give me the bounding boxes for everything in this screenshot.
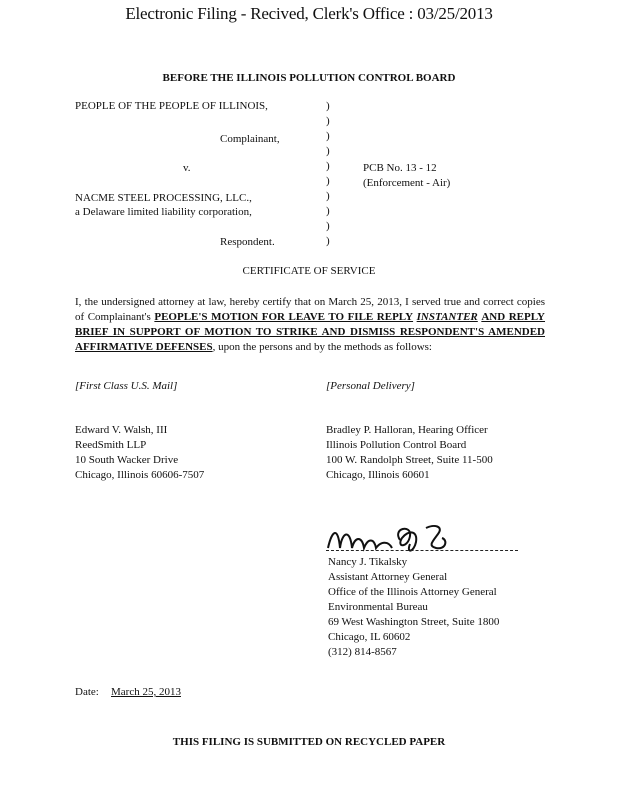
defendant-name: NACME STEEL PROCESSING, LLC., (75, 192, 252, 204)
date-label: Date: (75, 686, 99, 698)
certificate-heading: CERTIFICATE OF SERVICE (242, 265, 376, 277)
right-address-line: Chicago, Illinois 60601 (326, 469, 430, 481)
signature-street: 69 West Washington Street, Suite 1800 (328, 616, 500, 628)
signature-office: Office of the Illinois Attorney General (328, 586, 497, 598)
caption-paren: ) (326, 115, 330, 127)
caption-paren: ) (326, 160, 330, 172)
complainant-label: Complainant, (220, 133, 280, 145)
caption-paren: ) (326, 220, 330, 232)
caption-paren: ) (326, 235, 330, 247)
caption-paren: ) (326, 190, 330, 202)
left-service-method: [First Class U.S. Mail] (75, 380, 178, 392)
caption-paren: ) (326, 100, 330, 112)
motion-title-part2: AND REPLY BRIEF IN SUPPORT OF MOTION TO STRIKE AND DISMISS RESPONDENT'S AMENDED AFFIRMATIVE DEFENSES (75, 311, 546, 353)
case-type: (Enforcement - Air) (363, 177, 451, 189)
right-address-line: Bradley P. Halloran, Hearing Officer (326, 424, 488, 436)
filing-stamp: Electronic Filing - Recived, Clerk's Office : 03/25/2013 (125, 4, 493, 23)
versus-label: v. (183, 162, 191, 174)
right-address-line: 100 W. Randolph Street, Suite 11-500 (326, 454, 493, 466)
caption-paren: ) (326, 130, 330, 142)
recycled-paper-notice: THIS FILING IS SUBMITTED ON RECYCLED PAPER (172, 736, 446, 748)
signature-phone: (312) 814-8567 (328, 646, 397, 658)
caption-paren: ) (326, 175, 330, 187)
left-address-line: Chicago, Illinois 60606-7507 (75, 469, 205, 481)
pcb-number: PCB No. 13 - 12 (363, 162, 437, 174)
signature-bureau: Environmental Bureau (328, 601, 428, 613)
signature-name: Nancy J. Tikalsky (328, 556, 408, 568)
right-service-method: [Personal Delivery] (326, 380, 415, 392)
certificate-intro: I, the undersigned attorney at law, hereby certify that on March 25, 2013, I served true and correct copies of Complainant's (75, 296, 545, 323)
signature-line (326, 550, 518, 551)
caption-paren: ) (326, 205, 330, 217)
plaintiff-name: PEOPLE OF THE PEOPLE OF ILLINOIS, (75, 100, 268, 112)
left-address-line: 10 South Wacker Drive (75, 454, 179, 466)
caption-paren: ) (326, 145, 330, 157)
date-value: March 25, 2013 (111, 686, 181, 698)
motion-title-instanter: INSTANTER (416, 311, 478, 323)
left-address-line: ReedSmith LLP (75, 439, 147, 451)
board-title: BEFORE THE ILLINOIS POLLUTION CONTROL BOARD (162, 72, 456, 84)
certificate-body (75, 295, 545, 355)
certificate-outro: , upon the persons and by the methods as follows: (212, 341, 432, 353)
respondent-label: Respondent. (220, 236, 275, 248)
left-address-line: Edward V. Walsh, III (75, 424, 168, 436)
motion-title-part1: PEOPLE'S MOTION FOR LEAVE TO FILE REPLY (154, 311, 414, 323)
defendant-description: a Delaware limited liability corporation, (75, 206, 252, 218)
signature-city: Chicago, IL 60602 (328, 631, 411, 643)
signature-image (322, 518, 472, 560)
signature-title: Assistant Attorney General (328, 571, 448, 583)
right-address-line: Illinois Pollution Control Board (326, 439, 467, 451)
